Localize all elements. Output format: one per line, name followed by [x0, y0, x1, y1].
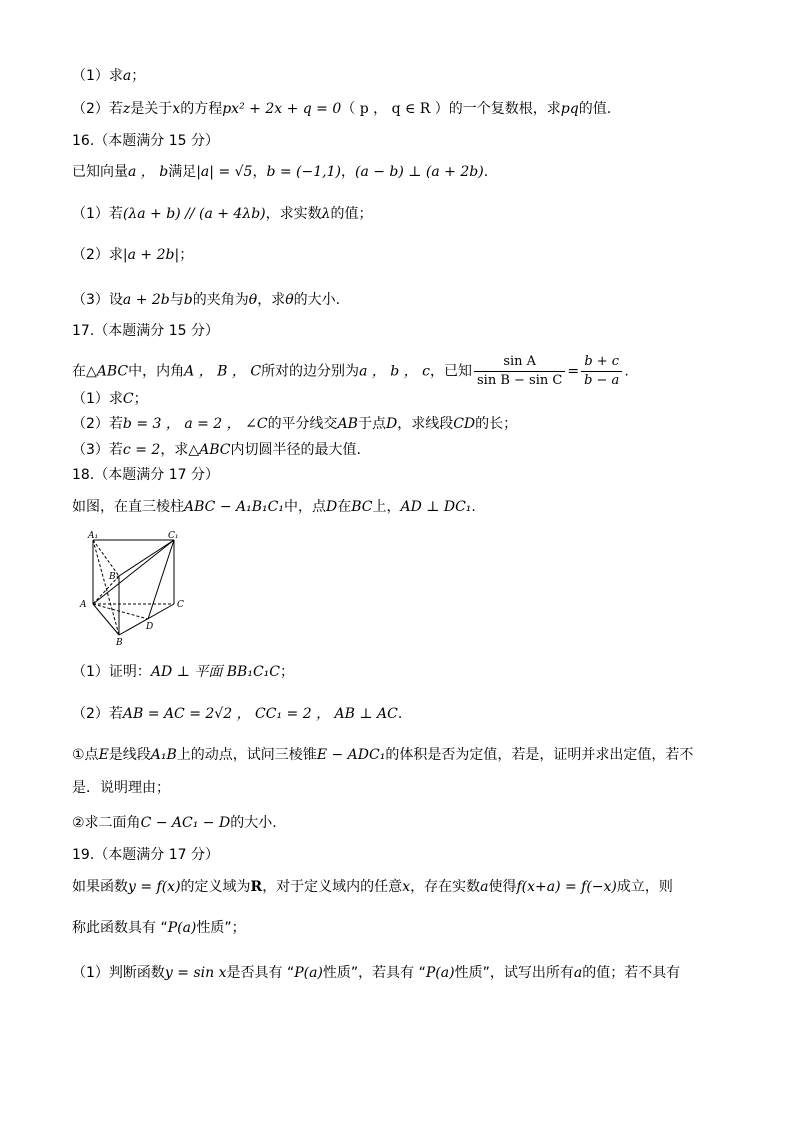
math: z: [122, 101, 131, 117]
math: x: [402, 879, 411, 895]
denominator: sin B − sin C: [477, 373, 563, 388]
question17-header: 17.（本题满分 15 分）: [72, 323, 219, 339]
text: （3）若: [72, 442, 123, 458]
text: ，求: [160, 442, 189, 458]
label-C1: C₁: [168, 531, 179, 541]
text: 性质”；: [196, 920, 246, 936]
text: 的长；: [475, 416, 518, 432]
text: 成立，则: [616, 879, 673, 895]
text: 已知向量: [72, 164, 128, 180]
text: 的值；若不具有: [582, 965, 681, 981]
math: θ: [285, 292, 294, 308]
math: |a| = √5: [196, 164, 253, 180]
question15-part1: [72, 66, 145, 86]
text: 性质”，若具有 “: [322, 965, 426, 981]
math: a: [122, 68, 132, 84]
text: （3）设: [72, 292, 123, 308]
text: ，已知: [430, 363, 473, 380]
math: AD ⊥ 平面 BB₁C₁C: [150, 664, 280, 680]
text: 上的动点，试问三棱锥: [176, 747, 317, 763]
label-D: D: [146, 622, 154, 632]
question16-stem: 已知向量a ， b满足|a| = √5，b = (−1,1)，(a − b) ⊥ (a + 2b).: [72, 164, 489, 180]
question17-part2: [72, 414, 517, 434]
math: BC: [351, 499, 373, 515]
math: a ， b ， c: [359, 363, 431, 380]
math: R: [250, 879, 263, 895]
text: 的定义域为: [180, 879, 251, 895]
math: (a − b) ⊥ (a + 2b): [354, 164, 484, 180]
math: y = sin x: [164, 965, 227, 981]
text: 称此函数具有 “: [72, 920, 168, 936]
question18-part2-ii: [72, 813, 277, 833]
text: 的值.: [578, 101, 612, 117]
text: ；: [131, 68, 146, 84]
math: b = 3 ， a = 2 ， ∠C: [122, 416, 268, 432]
text: ，存在实数: [410, 879, 481, 895]
question17-stem: 在△ABC中，内角A ， B ， C所对的边分别为a ， b ， c，已知 $\frac{\text{sin A}}{\text{sin B − sin C}}$ = $\frac{b + c}{b - a}$ .: [72, 354, 629, 388]
question19-header: 19.（本题满分 17 分）: [72, 847, 219, 863]
question18-part1: [72, 662, 294, 682]
math: b: [183, 292, 193, 308]
math: x: [172, 101, 181, 117]
math: b = (−1,1): [266, 164, 341, 180]
math: a ， b: [128, 164, 169, 180]
text: 所对的边分别为: [261, 363, 360, 380]
math: P(a): [294, 965, 323, 981]
text: .: [624, 363, 629, 380]
text: 在: [72, 363, 86, 380]
text: ；: [133, 391, 148, 407]
math: λ: [321, 206, 331, 222]
denominator: b − a: [584, 373, 620, 388]
text: ；: [280, 664, 294, 680]
math: CD: [453, 416, 476, 432]
numerator: sin A: [474, 353, 565, 372]
text: ②求二面角: [72, 815, 141, 831]
label-B1: B₁: [109, 572, 120, 582]
math: P(a): [167, 920, 197, 936]
text: 的方程: [180, 101, 223, 117]
text: 如果函数: [72, 879, 128, 895]
text: 于点: [357, 416, 386, 432]
math: θ: [248, 292, 258, 308]
question16-part3: [72, 290, 340, 310]
question16-header: 16.（本题满分 15 分）: [72, 133, 219, 149]
question19-part1: [72, 963, 680, 983]
fraction-sin: [474, 353, 565, 390]
math: D: [325, 499, 338, 515]
text: 满足: [168, 164, 197, 180]
math: f(x+a) = f(−x): [516, 879, 617, 895]
math: E − ADC₁: [316, 747, 386, 763]
math: △ABC: [86, 363, 129, 380]
text: （1）判断函数: [72, 965, 165, 981]
text: .: [483, 164, 489, 180]
text: ，对于定义域内的任意: [262, 879, 403, 895]
text: 的大小.: [230, 815, 277, 831]
text: 使得: [488, 879, 517, 895]
text: 如图，在直三棱柱: [72, 499, 184, 515]
question18-part2: [72, 704, 402, 724]
math: △ABC: [188, 442, 231, 458]
question18-header: 18.（本题满分 17 分）: [72, 467, 219, 483]
text: 是线段: [108, 747, 151, 763]
math: P(a): [425, 965, 455, 981]
question15-part2: [72, 99, 611, 119]
question18-part2-i: [72, 745, 693, 765]
math: C: [122, 391, 134, 407]
math: y = f(x): [128, 879, 181, 895]
text: （1）求: [72, 391, 123, 407]
math: a + 2b: [122, 292, 170, 308]
math: ABC − A₁B₁C₁: [184, 499, 284, 515]
label-A1: A₁: [88, 531, 99, 541]
text: 与: [169, 292, 184, 308]
label-B: B: [116, 638, 123, 648]
text: 上，: [372, 499, 401, 515]
text: （2）求: [72, 247, 123, 263]
text: ，求线段: [397, 416, 454, 432]
text: （2）若: [72, 101, 123, 117]
text: （1）求: [72, 68, 123, 84]
fraction-sides: [581, 353, 622, 390]
text: 内切圆半径的最大值.: [230, 442, 361, 458]
equation: px² + 2x + q = 0: [222, 101, 342, 117]
text: （2）若: [72, 416, 123, 432]
math: a: [573, 965, 583, 981]
text: 中，点: [283, 499, 326, 515]
text: （2）若: [72, 706, 123, 722]
text: 在: [337, 499, 352, 515]
question19-stem-cont: [72, 918, 246, 938]
math: pq: [560, 101, 579, 117]
math: C − AC₁ − D: [140, 815, 231, 831]
question19-stem: [72, 877, 673, 897]
question17-part3: [72, 440, 361, 460]
math: （ p ， q ∈ R ）: [341, 101, 449, 117]
math: A ， B ， C: [184, 363, 262, 380]
math: E: [98, 747, 109, 763]
text: 性质”，试写出所有: [454, 965, 574, 981]
text: （1）证明：: [72, 664, 151, 680]
math: c = 2: [122, 442, 161, 458]
text: 中，内角: [128, 363, 185, 380]
math: a: [480, 879, 489, 895]
text: 的夹角为: [192, 292, 249, 308]
math: D: [385, 416, 398, 432]
label-C: C: [177, 600, 184, 610]
text: ，求实数: [265, 206, 322, 222]
question18-part2-i-cont: 是．说明理由；: [72, 780, 170, 796]
math: AD ⊥ DC₁: [400, 499, 472, 515]
text: 的一个复数根，求: [448, 101, 561, 117]
question18-stem: [72, 497, 476, 517]
question16-part2: [72, 245, 193, 265]
text: ①点: [72, 747, 99, 763]
numerator: b + c: [581, 353, 622, 372]
math: AB = AC = 2√2 ， CC₁ = 2 ， AB ⊥ AC: [122, 706, 398, 722]
prism-figure: [74, 526, 194, 648]
math: AB: [337, 416, 358, 432]
label-A: A: [80, 600, 87, 610]
text: 的值；: [330, 206, 373, 222]
text: 的体积是否为定值，若是，证明并求出定值，若不: [385, 747, 694, 763]
text: 是否具有 “: [226, 965, 295, 981]
question16-part1: [72, 204, 373, 224]
text: ；: [179, 247, 194, 263]
text: 是关于: [130, 101, 173, 117]
text: （1）若: [72, 206, 123, 222]
text: 的大小.: [293, 292, 341, 308]
question17-part1: [72, 389, 148, 409]
text: 的平分线交: [267, 416, 338, 432]
math: |a + 2b|: [122, 247, 180, 263]
math: A₁B: [150, 747, 177, 763]
text: .: [471, 499, 476, 515]
text: ，求: [257, 292, 286, 308]
math: (λa + b) // (a + 4λb): [122, 206, 266, 222]
text: .: [397, 706, 403, 722]
